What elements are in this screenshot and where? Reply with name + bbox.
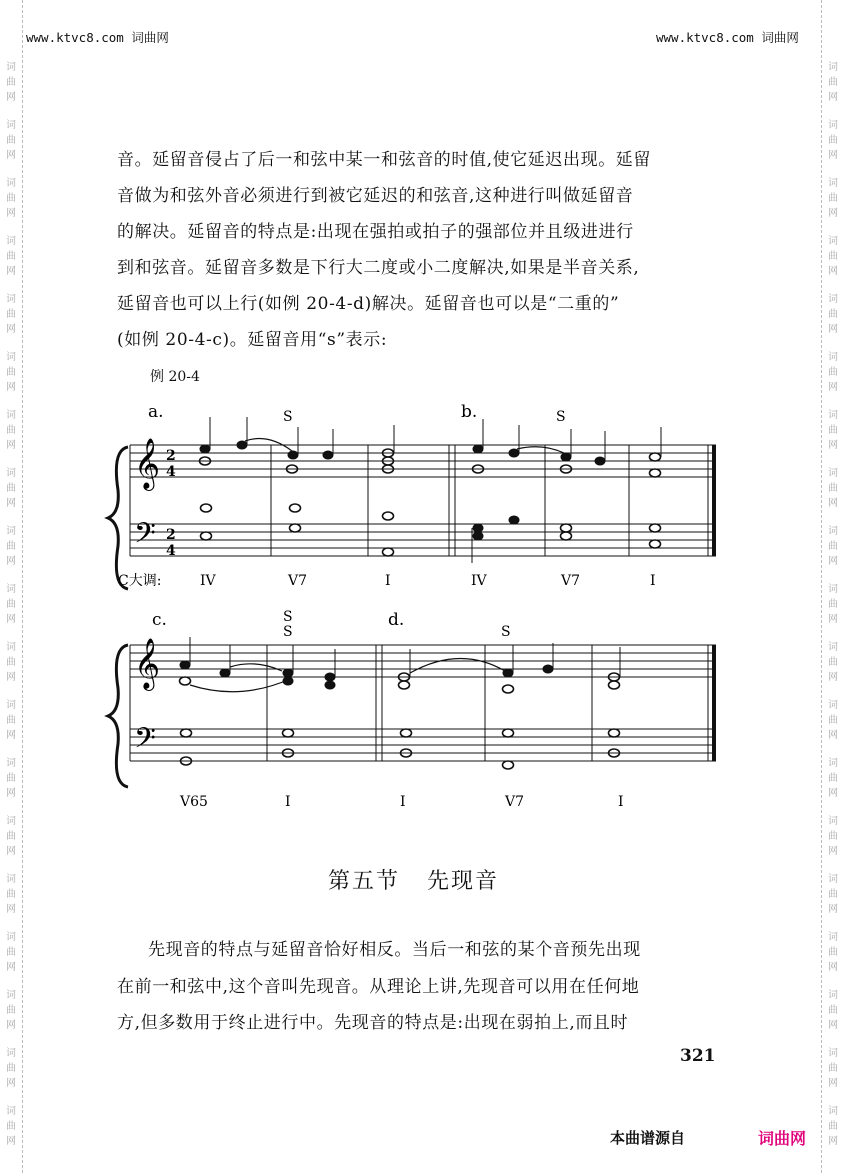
watermark-glyphs: 词 曲 网 [828,1048,838,1089]
notes-part-d [399,643,621,769]
watermark-glyphs: 词 曲 网 [6,990,16,1031]
watermark-glyphs: 词 曲 网 [828,990,838,1031]
watermark-glyphs: 词 曲 网 [828,642,838,683]
watermark-glyphs: 词 曲 网 [6,874,16,915]
page-number: 321 [680,1046,716,1066]
watermark-glyphs: 词 曲 网 [6,352,16,393]
final-barline [712,645,716,761]
header-url-left: www.ktvc8.com 词曲网 [26,30,169,45]
watermark-glyphs: 词 曲 网 [828,874,838,915]
time-signature: 2 [166,448,176,464]
watermark-glyphs: 词 曲 网 [6,62,16,103]
music-system-2 [0,605,844,815]
bass-staff [130,524,716,556]
text-line: 音。延留音侵占了后一和弦中某一和弦音的时值,使它延迟出现。延留 [117,150,652,170]
watermark-glyphs: 词 曲 网 [828,352,838,393]
roman-numeral: I [385,573,391,589]
bass-staff [130,729,716,761]
suspension-mark: S [283,609,293,625]
text-line: 音做为和弦外音必须进行到被它延迟的和弦音,这种进行叫做延留音 [117,186,634,206]
roman-numeral: I [650,573,656,589]
footer-brand-link[interactable]: 词曲网 [758,1129,807,1148]
roman-numeral: IV [471,573,487,589]
watermark-glyphs: 词 曲 网 [828,526,838,567]
header-url-right: www.ktvc8.com 词曲网 [656,30,799,45]
example-label: 例 20-4 [150,369,200,385]
roman-numeral: I [285,794,291,810]
section-title: 第五节 先现音 [328,869,499,894]
text-line: 的解决。延留音的特点是:出现在强拍或拍子的强部位并且级进进行 [117,222,634,242]
watermark-glyphs: 词 曲 网 [828,468,838,509]
watermark-glyphs: 词 曲 网 [828,932,838,973]
part-label-b: b. [461,402,478,422]
key-label: C大调: [118,573,162,589]
watermark-glyphs: 词 曲 网 [6,178,16,219]
watermark-glyphs: 词 曲 网 [6,294,16,335]
grand-staff-brace [108,645,128,787]
suspension-mark: S [283,624,293,640]
watermark-glyphs: 词 曲 网 [828,758,838,799]
watermark-glyphs: 词 曲 网 [6,410,16,451]
suspension-mark: S [283,409,293,425]
watermark-glyphs: 词 曲 网 [828,410,838,451]
watermark-glyphs: 词 曲 网 [6,1106,16,1147]
roman-numeral: IV [200,573,216,589]
treble-clef-icon: 𝄞 [134,438,161,489]
watermark-glyphs: 词 曲 网 [6,932,16,973]
notes-part-c [180,637,336,765]
notes-part-a [200,417,395,556]
final-barline [712,445,716,556]
watermark-glyphs: 词 曲 网 [6,120,16,161]
barlines [130,445,708,556]
watermark-glyphs: 词 曲 网 [828,178,838,219]
roman-numeral: V7 [288,573,308,589]
suspension-mark: S [556,409,566,425]
watermark-glyphs: 词 曲 网 [6,816,16,857]
watermark-glyphs: 词 曲 网 [828,120,838,161]
watermark-glyphs: 词 曲 网 [6,584,16,625]
watermark-glyphs: 词 曲 网 [828,62,838,103]
watermark-glyphs: 词 曲 网 [828,816,838,857]
treble-clef-icon: 𝄞 [134,638,161,689]
watermark-glyphs: 词 曲 网 [828,584,838,625]
watermark-glyphs: 词 曲 网 [828,700,838,741]
bass-clef-icon: 𝄢 [134,517,156,557]
watermark-glyphs: 词 曲 网 [828,294,838,335]
svg-text:4: 4 [166,464,176,480]
bass-clef-icon: 𝄢 [134,722,156,762]
barlines [130,645,708,761]
grand-staff-brace [108,447,128,589]
notes-part-b [472,419,661,563]
part-label-c: c. [152,610,167,630]
svg-text:2: 2 [166,527,176,543]
watermark-glyphs: 词 曲 网 [6,700,16,741]
roman-numeral: V7 [505,794,525,810]
music-system-1 [0,395,844,600]
roman-numeral: V7 [561,573,581,589]
watermark-glyphs: 词 曲 网 [6,642,16,683]
roman-numeral: I [400,794,406,810]
watermark-glyphs: 词 曲 网 [6,758,16,799]
watermark-glyphs: 词 曲 网 [828,236,838,277]
part-label-d: d. [388,610,405,630]
treble-staff [130,645,716,677]
text-line: (如例 20-4-c)。延留音用“s”表示: [117,330,388,350]
watermark-glyphs: 词 曲 网 [6,236,16,277]
watermark-glyphs: 词 曲 网 [6,1048,16,1089]
svg-text:4: 4 [166,543,176,559]
text-line: 方,但多数用于终止进行中。先现音的特点是:出现在弱拍上,而且时 [117,1013,629,1033]
text-line: 到和弦音。延留音多数是下行大二度或小二度解决,如果是半音关系, [117,258,640,278]
part-label-a: a. [148,402,164,422]
watermark-glyphs: 词 曲 网 [828,1106,838,1147]
treble-staff [130,445,716,477]
suspension-mark: S [501,624,511,640]
watermark-glyphs: 词 曲 网 [6,526,16,567]
watermark-glyphs: 词 曲 网 [6,468,16,509]
footer-source-label: 本曲谱源自 [610,1129,686,1147]
roman-numeral: V65 [180,794,208,810]
roman-numeral: I [618,794,624,810]
text-line: 先现音的特点与延留音恰好相反。当后一和弦的某个音预先出现 [148,940,641,960]
text-line: 延留音也可以上行(如例 20-4-d)解决。延留音也可以是“二重的” [117,294,620,314]
text-line: 在前一和弦中,这个音叫先现音。从理论上讲,先现音可以用在任何地 [117,977,640,997]
